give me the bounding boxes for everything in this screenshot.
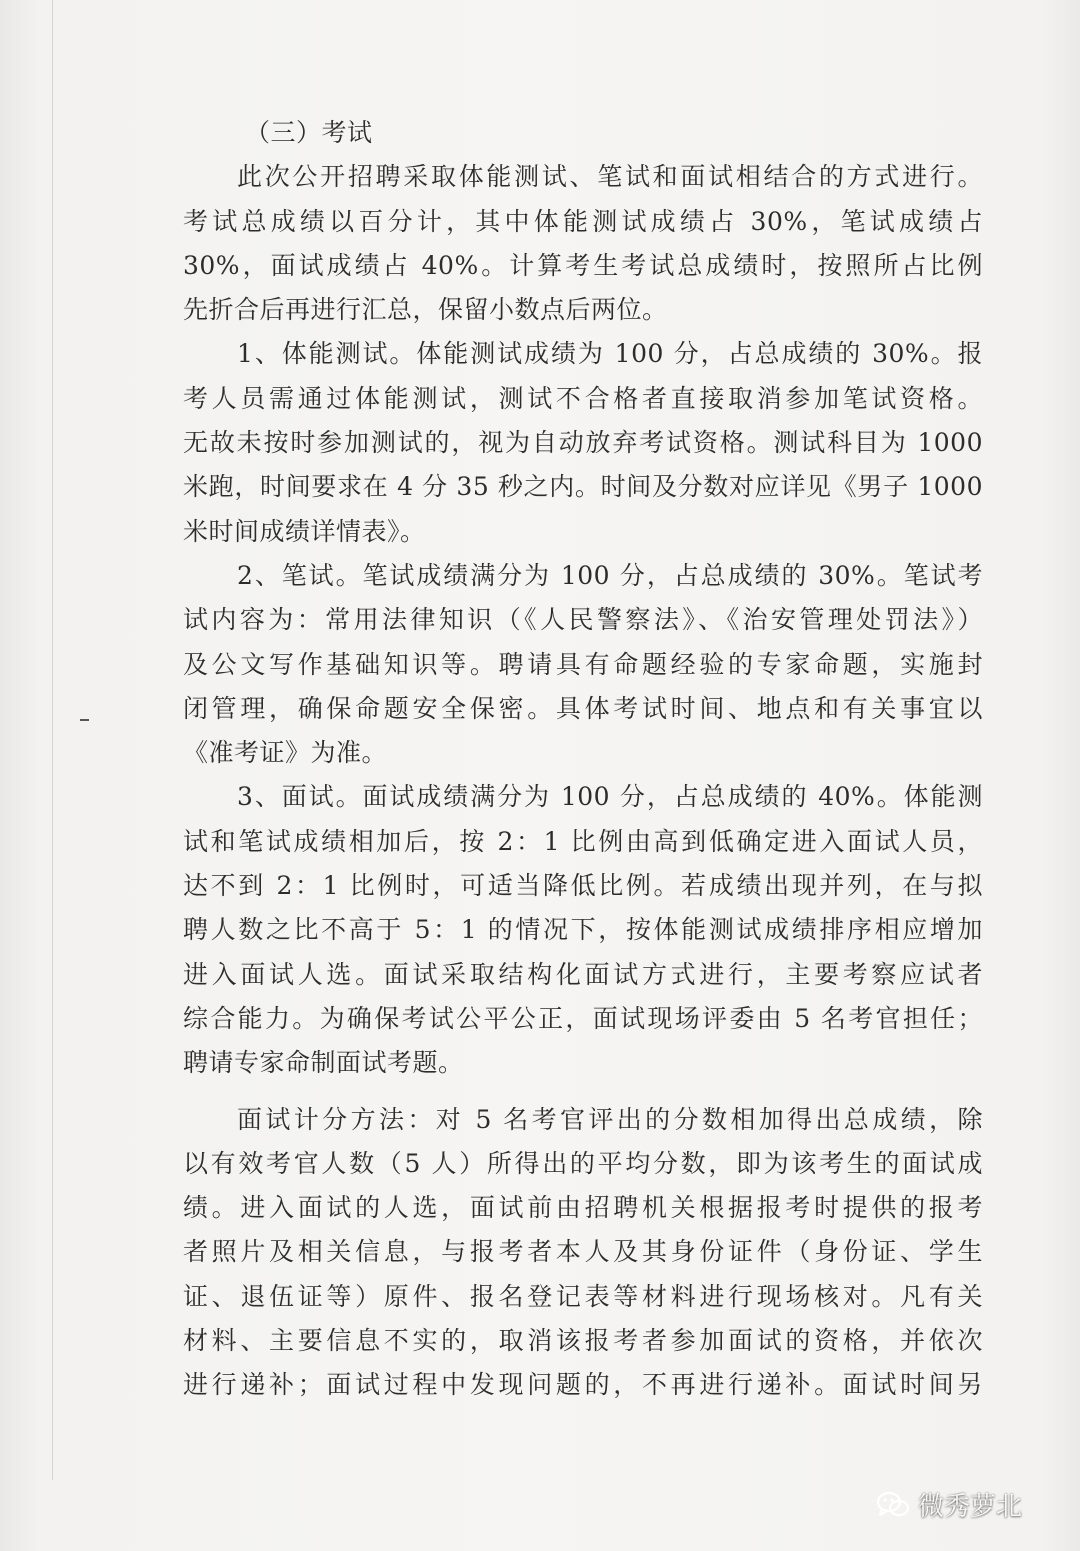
watermark-text: 微秀萝北 — [918, 1492, 1023, 1522]
paragraph-line: 聘人数之比不高于 5：1 的情况下，按体能测试成绩排序相应增加 — [183, 915, 983, 945]
page-edge-shadow — [52, 0, 53, 1480]
paragraph-line: 先折合后再进行汇总，保留小数点后两位。 — [183, 295, 668, 325]
paragraph-line: 1、体能测试。体能测试成绩为 100 分，占总成绩的 30%。报 — [237, 339, 983, 369]
paragraph-line: 面试计分方法：对 5 名考官评出的分数相加得出总成绩，除 — [237, 1104, 983, 1134]
paragraph-line: 考试总成绩以百分计，其中体能测试成绩占 30%，笔试成绩占 — [183, 206, 983, 236]
paragraph-line: 综合能力。为确保考试公平公正，面试现场评委由 5 名考官担任； — [183, 1003, 983, 1033]
paragraph-line: 试内容为：常用法律知识（《人民警察法》、《治安管理处罚法》） — [183, 605, 983, 635]
paragraph-line: 进入面试人选。面试采取结构化面试方式进行，主要考察应试者 — [183, 959, 983, 989]
paragraph-line: 达不到 2：1 比例时，可适当降低比例。若成绩出现并列，在与拟 — [183, 871, 983, 901]
paragraph-line: 及公文写作基础知识等。聘请具有命题经验的专家命题，实施封 — [183, 649, 983, 679]
paragraph-line: 进行递补；面试过程中发现问题的，不再进行递补。面试时间另 — [183, 1370, 983, 1400]
wechat-icon — [876, 1490, 910, 1520]
paragraph-line: 绩。进入面试的人选，面试前由招聘机关根据报考时提供的报考 — [183, 1193, 983, 1223]
paragraph-line: 2、笔试。笔试成绩满分为 100 分，占总成绩的 30%。笔试考 — [237, 560, 983, 590]
watermark — [876, 1486, 1022, 1523]
paragraph-line: 试和笔试成绩相加后，按 2：1 比例由高到低确定进入面试人员， — [183, 826, 983, 856]
scan-mark — [80, 719, 89, 721]
paragraph-line: 闭管理，确保命题安全保密。具体考试时间、地点和有关事宜以 — [183, 693, 983, 723]
document-body — [183, 111, 983, 1408]
section-heading: （三）考试 — [245, 118, 373, 147]
paragraph-line: 考人员需通过体能测试，测试不合格者直接取消参加笔试资格。 — [183, 383, 983, 413]
paragraph-line: 《准考证》为准。 — [183, 738, 388, 768]
paragraph-line: 材料、主要信息不实的，取消该报考者参加面试的资格，并依次 — [183, 1326, 983, 1356]
paragraph-line: 米跑，时间要求在 4 分 35 秒之内。时间及分数对应详见《男子 1000 — [183, 472, 983, 502]
paragraph-line: 3、面试。面试成绩满分为 100 分，占总成绩的 40%。体能测 — [237, 782, 983, 812]
paragraph-line: 以有效考官人数（5 人）所得出的平均分数，即为该考生的面试成 — [183, 1148, 983, 1178]
paragraph-line: 聘请专家命制面试考题。 — [183, 1048, 464, 1078]
paragraph-line: 者照片及相关信息，与报考者本人及其身份证件（身份证、学生 — [183, 1237, 983, 1267]
paragraph-line: 米时间成绩详情表》。 — [183, 516, 426, 546]
paragraph-gap — [183, 1086, 983, 1098]
paragraph-line: 此次公开招聘采取体能测试、笔试和面试相结合的方式进行。 — [237, 162, 983, 192]
paragraph-line: 无故未按时参加测试的，视为自动放弃考试资格。测试科目为 1000 — [183, 428, 983, 458]
paragraph-line: 30%，面试成绩占 40%。计算考生考试总成绩时，按照所占比例 — [183, 250, 983, 280]
paragraph-line: 证、退伍证等）原件、报名登记表等材料进行现场核对。凡有关 — [183, 1281, 983, 1311]
